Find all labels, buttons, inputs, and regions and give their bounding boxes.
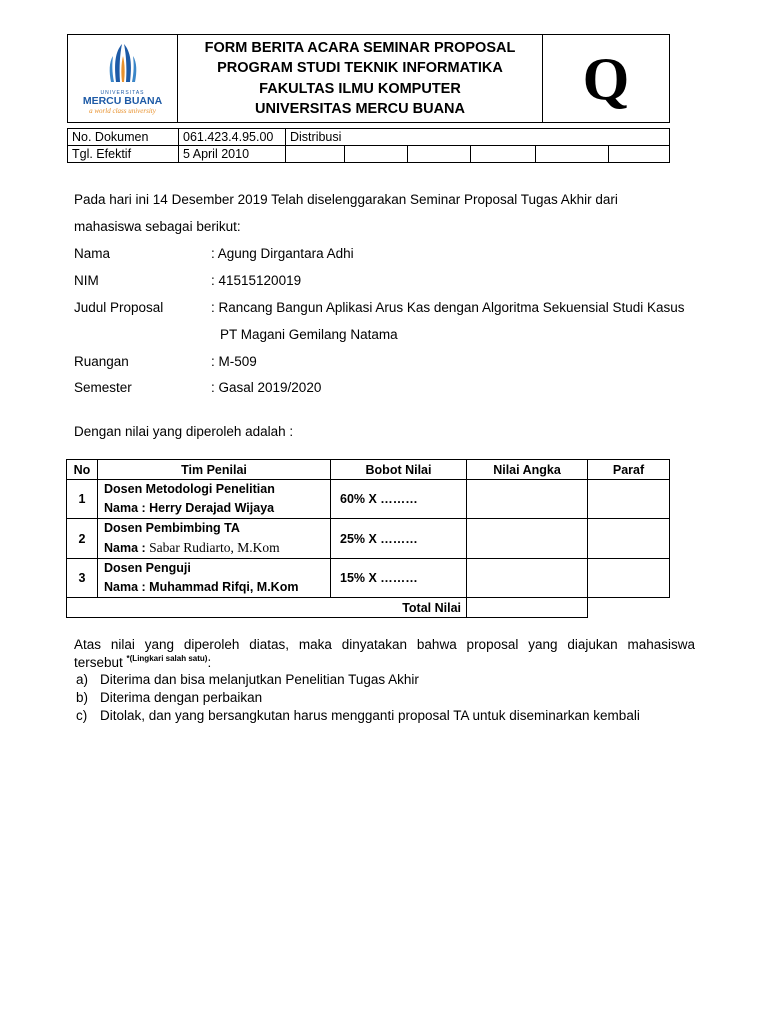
intro-line-2: mahasiswa sebagai berikut: [74, 219, 241, 234]
team-name [104, 538, 330, 558]
distribusi-cell-6 [609, 146, 670, 163]
option-b[interactable] [76, 690, 262, 705]
logo-line2: MERCU BUANA [82, 94, 163, 107]
nama-label: Nama [74, 246, 111, 261]
team-role: Dosen Penguji [104, 561, 191, 575]
row-number: 1 [67, 480, 98, 519]
distribusi-cell-1 [286, 146, 345, 163]
tgl-efektif-label: Tgl. Efektif [68, 146, 179, 163]
nama-value: : Agung Dirgantara Adhi [211, 246, 354, 261]
title-line-2: PROGRAM STUDI TEKNIK INFORMATIKA [217, 60, 503, 76]
weight-cell: 15% X ……… [331, 559, 467, 598]
ruangan-value: : M-509 [211, 354, 257, 369]
semester-label: Semester [74, 380, 132, 395]
paraf-cell[interactable] [588, 480, 670, 519]
header-team: Tim Penilai [98, 460, 331, 480]
team-role: Dosen Metodologi Penelitian [104, 482, 275, 496]
option-c[interactable] [76, 708, 640, 723]
table-row [67, 519, 670, 559]
score-cell[interactable] [467, 480, 588, 519]
distribusi-cell-5 [536, 146, 609, 163]
header-no: No [67, 460, 98, 480]
option-mark: c) [76, 708, 88, 723]
intro-line-1: Pada hari ini 14 Desember 2019 Telah diselenggarakan Seminar Proposal Tugas Akhir dari [74, 192, 618, 207]
paraf-cell[interactable] [588, 559, 670, 598]
distribusi-cell-2 [345, 146, 408, 163]
conclusion-colon: : [207, 655, 212, 670]
header-table [67, 34, 670, 123]
judul-label: Judul Proposal [74, 300, 164, 315]
distribusi-cell-3 [408, 146, 471, 163]
row-number: 2 [67, 519, 98, 559]
logo-line1: UNIVERSITAS [100, 89, 145, 96]
option-a[interactable] [76, 672, 419, 687]
judul-value-line-1: : Rancang Bangun Aplikasi Arus Kas dengan Algoritma Sekuensial Studi Kasus [211, 300, 685, 315]
conclusion-line-2 [74, 654, 211, 670]
header-weight: Bobot Nilai [331, 460, 467, 480]
row-number: 3 [67, 559, 98, 598]
score-cell[interactable] [467, 559, 588, 598]
option-mark: a) [76, 672, 89, 687]
distribusi-cell-4 [471, 146, 536, 163]
no-dokumen-value: 061.423.4.95.00 [179, 129, 286, 146]
team-role: Dosen Pembimbing TA [104, 521, 240, 535]
flame-emblem-icon [101, 42, 145, 86]
team-cell [98, 480, 331, 519]
option-text: Ditolak, dan yang bersangkutan harus mengganti proposal TA untuk diseminarkan kembali [100, 708, 640, 723]
total-value-cell[interactable] [467, 598, 588, 618]
title-line-1: FORM BERITA ACARA SEMINAR PROPOSAL [204, 39, 516, 56]
ruangan-label: Ruangan [74, 354, 129, 369]
nim-value: : 41515120019 [211, 273, 302, 288]
logo-cell [68, 35, 178, 123]
doc-info-table [67, 128, 670, 163]
nim-label: NIM [74, 273, 99, 288]
score-intro: Dengan nilai yang diperoleh adalah : [74, 424, 294, 439]
team-name: Nama : Herry Derajad Wijaya [104, 501, 275, 515]
team-name-handwritten: Sabar Rudiarto, M.Kom [149, 540, 280, 555]
total-label: Total Nilai [67, 598, 467, 618]
no-dokumen-label: No. Dokumen [68, 129, 179, 146]
team-name: Nama : Muhammad Rifqi, M.Kom [104, 580, 299, 594]
table-row [67, 480, 670, 519]
distribusi-label: Distribusi [286, 129, 670, 146]
option-mark: b) [76, 690, 89, 705]
team-name-prefix: Nama : [104, 541, 150, 555]
form-code: Q [543, 35, 670, 123]
team-cell [98, 519, 331, 559]
conclusion-line-1: Atas nilai yang diperoleh diatas, maka dinyatakan bahwa proposal yang diajukan mahasiswa [74, 637, 695, 652]
weight-cell: 25% X ……… [331, 519, 467, 559]
title-line-3: FAKULTAS ILMU KOMPUTER [259, 80, 461, 97]
team-cell [98, 559, 331, 598]
header-score: Nilai Angka [467, 460, 588, 480]
logo-tagline: a world class university [89, 106, 156, 115]
score-table [66, 459, 670, 618]
judul-value-line-2: PT Magani Gemilang Natama [220, 327, 398, 342]
conclusion-tersebut: tersebut [74, 655, 127, 670]
option-text: Diterima dengan perbaikan [100, 690, 263, 705]
circle-note: *(Lingkari salah satu) [126, 654, 208, 663]
university-logo [75, 42, 171, 115]
score-cell[interactable] [467, 519, 588, 559]
table-row [67, 559, 670, 598]
semester-value: : Gasal 2019/2020 [211, 380, 322, 395]
option-text: Diterima dan bisa melanjutkan Penelitian Tugas Akhir [100, 672, 419, 687]
tgl-efektif-value: 5 April 2010 [179, 146, 286, 163]
header-paraf: Paraf [588, 460, 670, 480]
paraf-cell[interactable] [588, 519, 670, 559]
title-line-4: UNIVERSITAS MERCU BUANA [255, 101, 465, 117]
title-cell [178, 35, 543, 123]
weight-cell: 60% X ……… [331, 480, 467, 519]
total-empty [588, 598, 670, 618]
